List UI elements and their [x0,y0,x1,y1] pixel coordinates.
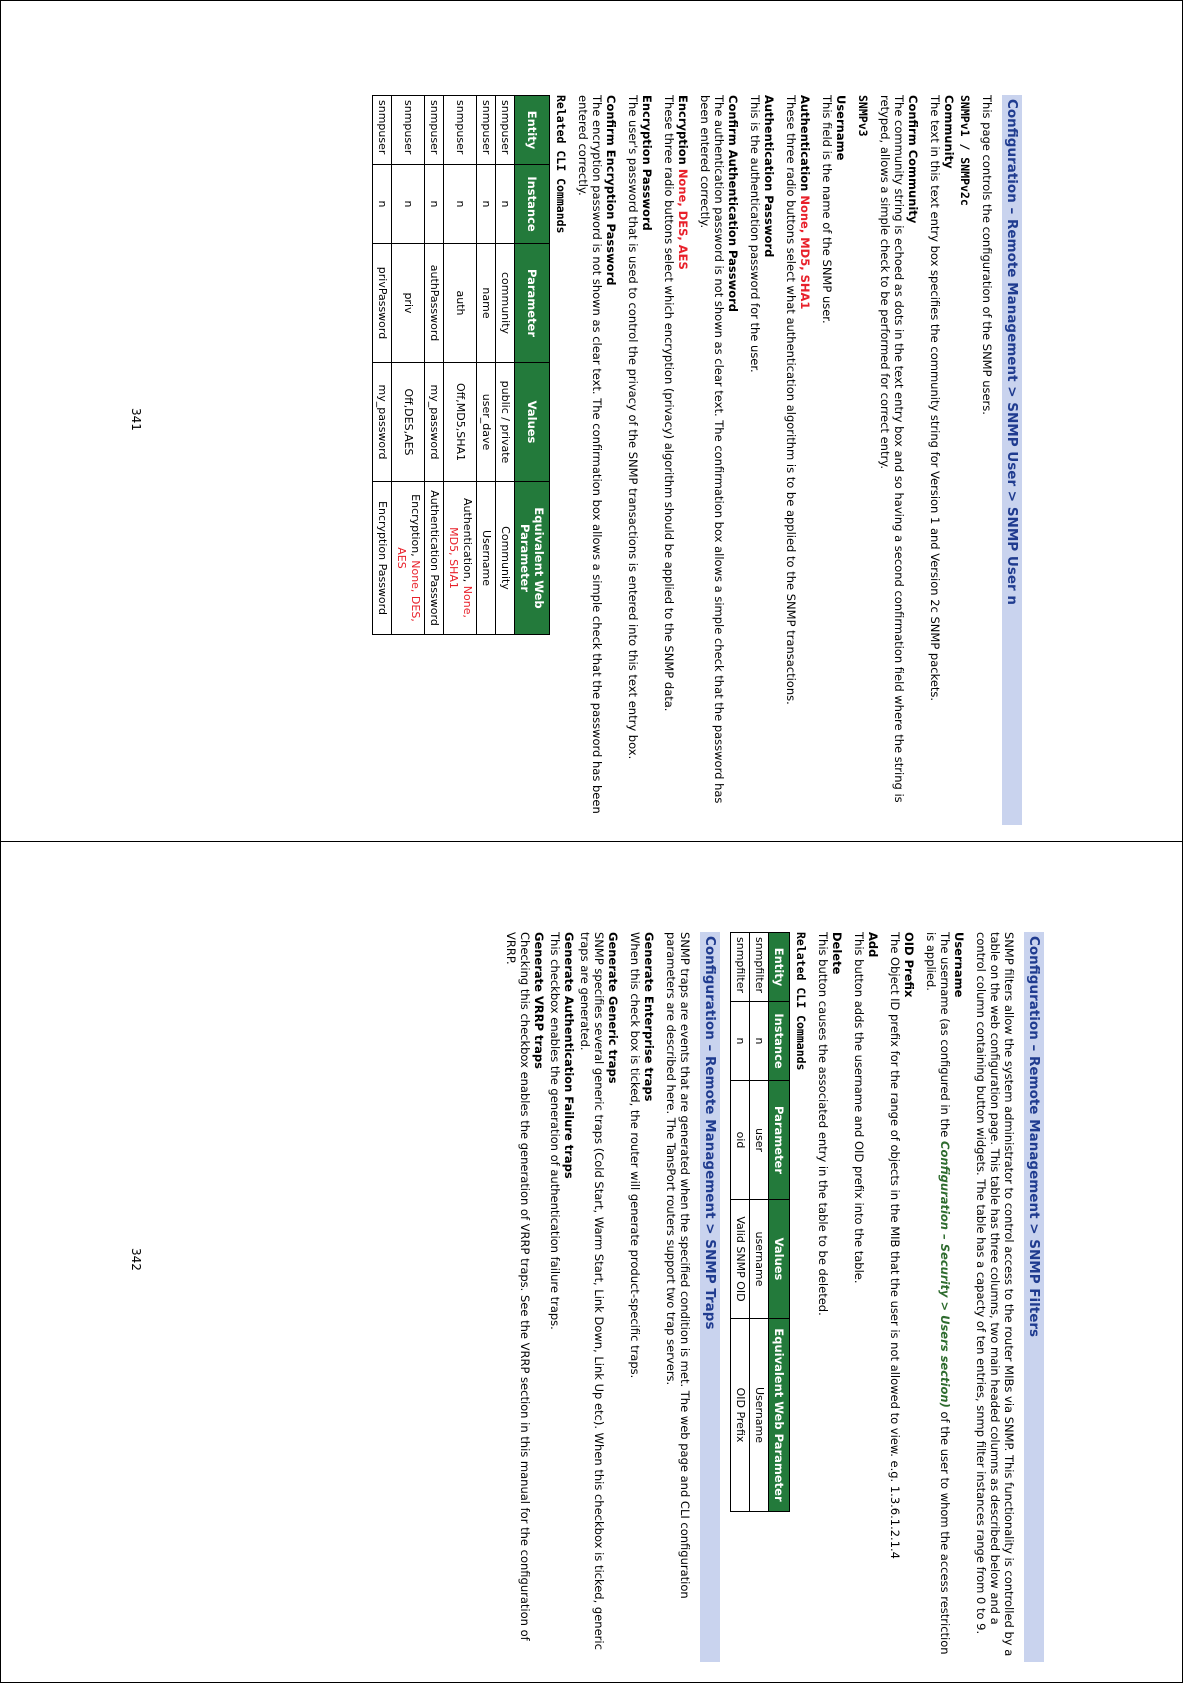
cell-instance: n [731,1002,750,1081]
cli-table [372,95,550,635]
cell-values: Off,DES,AES [392,363,425,482]
add-heading: Add [866,932,880,958]
cli-heading: Related CLI Commands [794,932,808,1071]
cell-instance: n [425,165,444,244]
document-page-342 [504,932,1044,1662]
cell-parameter: privPassword [373,244,392,363]
authentication-heading-label: Authentication [798,95,812,192]
cell-web-parameter: Authentication Password [425,482,444,635]
encryption-heading [676,95,690,825]
cell-web-parameter: OID Prefix [731,1319,750,1512]
col-entity: Entity [769,933,790,1002]
cell-instance: n [444,165,477,244]
cell-web-parameter: Username [750,1319,769,1512]
oid-prefix-heading: OID Prefix [902,932,916,998]
confirm-auth-password-heading: Confirm Authentication Password [726,95,740,313]
intro-text: This page controls the configuration of the SNMP users. [980,95,994,415]
table-header-row [515,96,550,635]
cell-entity: snmpuser [444,96,477,165]
cell-entity: snmpuser [425,96,444,165]
cell-parameter: name [477,244,496,363]
table-row [425,96,444,635]
cli-heading: Related CLI Commands [554,95,568,234]
cell-web-parameter [444,482,477,635]
username-text [924,932,952,1662]
confirm-encryption-password-text: The encryption password is not shown as clear text. The confirmation box allows a simple check that the password has been entered correctly. [576,95,604,814]
encryption-password-text: The user's password that is used to control the privacy of the SNMP transactions is entered into this text entry box. [626,95,640,760]
authentication-heading [798,95,812,825]
cell-entity: snmpuser [496,96,515,165]
table-row [444,96,477,635]
community-text: The text in this text entry box specifies the community string for Version 1 and Version 2c SNMP packets. [928,95,942,702]
intro-text: SNMP filters allow the system administrator to control access to the router MIBs via SNMP. This functionality is controlled by a table on the web configuration page. This table has three columns, two main headed columns as described below and a control column containing button widgets. The table has a capacty of ten entries, snmp filter instances range from 0 to 9. [974,932,1016,1657]
traps-intro-text: SNMP traps are events that are generated when the specified condition is met. The web page and CLI configuration parameters are described here. The TansPort routers support two trap servers. [664,932,692,1599]
table-row [373,96,392,635]
cell-web-parameter: Community [496,482,515,635]
cell-parameter: oid [731,1081,750,1200]
cell-entity: snmpfilter [731,933,750,1002]
auth-password-heading: Authentication Password [762,95,776,258]
auth-failure-traps-heading: Generate Authentication Failure traps [562,932,576,1179]
col-instance: Instance [769,1002,790,1081]
page-number: 342 [129,1248,143,1271]
vrrp-traps-text: Checking this checkbox enables the generation of VRRP traps. See the VRRP section in this manual for the configuration of VRRP. [504,932,532,1641]
cell-entity: snmpuser [477,96,496,165]
cell-entity: snmpfilter [750,933,769,1002]
enterprise-traps-text: When this check box is ticked, the router will generate product-specific traps. [628,932,642,1379]
oid-prefix-text: The Object ID prefix for the range of objects in the MIB that the user is not allowed to view. e.g. 1.3.6.1.2.1.4 [888,932,902,1559]
col-entity: Entity [515,96,550,165]
cell-instance: n [392,165,425,244]
table-row [392,96,425,635]
cell-instance: n [477,165,496,244]
cell-parameter: community [496,244,515,363]
cell-instance: n [750,1002,769,1081]
web-param-prefix: Encryption, [409,494,422,561]
cell-entity: snmpuser [373,96,392,165]
snmpv1-heading: SNMPv1 / SNMPv2c [958,95,972,206]
table-row [477,96,496,635]
cell-values: user_dave [477,363,496,482]
col-instance: Instance [515,165,550,244]
snmpv3-heading: SNMPv3 [856,95,870,137]
cell-instance: n [373,165,392,244]
web-param-options: None, MD5, SHA1 [447,527,474,618]
document-page-341 [372,95,1022,825]
encryption-options: None, DES, AES [676,168,690,270]
confirm-encryption-password-heading: Confirm Encryption Password [604,95,618,286]
vrrp-traps-heading: Generate VRRP traps [532,932,546,1070]
col-values: Values [515,363,550,482]
cell-web-parameter [392,482,425,635]
community-heading: Community [942,95,956,169]
table-row [750,933,769,1512]
web-param-options: None, DES, AES [395,547,422,622]
cli-table [730,932,790,1512]
encryption-text: These three radio buttons select which encryption (privacy) algorithm should be applied to the SNMP data. [662,95,676,712]
username-heading: Username [952,932,966,998]
cell-parameter: authPassword [425,244,444,363]
cell-entity: snmpuser [392,96,425,165]
confirm-community-text: The community string is echoed as dots in the text entry box and so having a second confirmation field where the string is retyped, allows a simple check to be performed for correct entry. [878,95,906,803]
generic-traps-heading: Generate Generic traps [606,932,620,1084]
cell-values: public / private [496,363,515,482]
table-row [496,96,515,635]
page-number: 341 [129,408,143,431]
table-row [731,933,750,1512]
cell-values: my_password [373,363,392,482]
col-web-parameter: Equivalent Web Parameter [769,1319,790,1512]
delete-text: This button causes the associated entry in the table to be deleted. [816,932,830,1316]
authentication-options: None, MD5, SHA1 [798,195,812,310]
col-web-parameter: Equivalent Web Parameter [515,482,550,635]
col-parameter: Parameter [515,244,550,363]
web-param-prefix: Authentication, [461,498,474,586]
cell-values: my_password [425,363,444,482]
cell-parameter: auth [444,244,477,363]
add-text: This button adds the username and OID prefix into the table. [852,932,866,1284]
username-text-b: of the user to whom the access restriction is applied. [924,932,952,1655]
cell-parameter: priv [392,244,425,363]
cell-web-parameter: Encryption Password [373,482,392,635]
cell-values: Valid SNMP OID [731,1200,750,1319]
auth-password-text: This is the authentication password for the user. [748,95,762,373]
cell-values: username [750,1200,769,1319]
auth-failure-traps-text: This checkbox enables the generation of authentication failure traps. [548,932,562,1330]
enterprise-traps-heading: Generate Enterprise traps [642,932,656,1102]
cell-parameter: user [750,1081,769,1200]
cell-web-parameter: Username [477,482,496,635]
generic-traps-text: SNMP specifies several generic traps (Cold Start, Warm Start, Link Down, Link Up etc). When this checkbox is ticked, generic traps are generated. [578,932,606,1650]
cell-values: Off,MD5,SHA1 [444,363,477,482]
section-title: Configuration – Remote Management > SNMP User > SNMP User n [1002,95,1022,825]
users-section-link[interactable]: Configuration – Security > Users section) [938,1141,952,1408]
encryption-heading-label: Encryption [676,95,690,165]
table-header-row [769,933,790,1512]
delete-heading: Delete [830,932,844,975]
section-title: Configuration – Remote Management > SNMP Filters [1024,932,1044,1662]
confirm-community-heading: Confirm Community [906,95,920,224]
confirm-auth-password-text: The authentication password is not shown as clear text. The confirmation box allows a simple check that the password has been entered correctly. [698,95,726,804]
cell-instance: n [496,165,515,244]
username-heading: Username [834,95,848,161]
col-parameter: Parameter [769,1081,790,1200]
username-text-a: The username (as configured in the [938,932,952,1142]
col-values: Values [769,1200,790,1319]
authentication-text: These three radio buttons select what authentication algorithm is to be applied to the SNMP transactions. [784,95,798,705]
traps-section-title: Configuration – Remote Management > SNMP Traps [700,932,720,1662]
encryption-password-heading: Encryption Password [640,95,654,231]
username-text: This field is the name of the SNMP user. [820,95,834,324]
